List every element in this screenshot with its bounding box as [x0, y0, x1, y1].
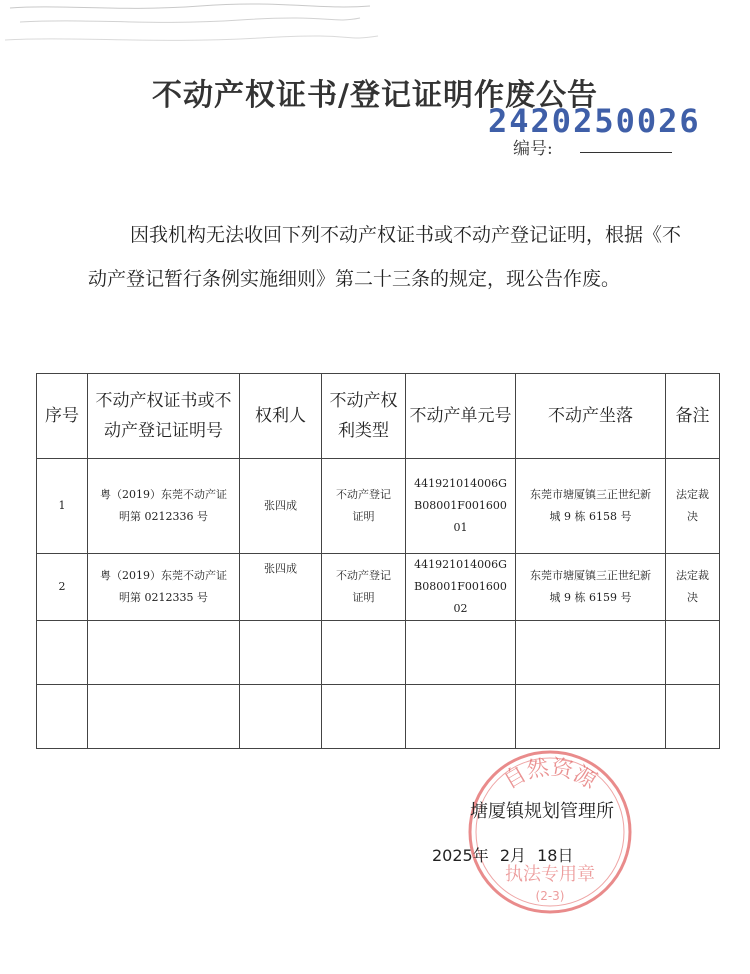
header-holder: 权利人	[240, 374, 322, 459]
scan-artifact	[0, 0, 380, 60]
cell-empty	[240, 685, 322, 749]
cell-cert-no: 粤（2019）东莞不动产证明第 0212335 号	[88, 554, 240, 621]
header-location: 不动产坐落	[516, 374, 666, 459]
cell-empty	[88, 685, 240, 749]
header-right-type: 不动产权利类型	[322, 374, 406, 459]
cell-empty	[37, 685, 88, 749]
cell-empty	[37, 621, 88, 685]
page-title: 不动产权证书/登记证明作废公告	[152, 78, 598, 113]
issue-date	[432, 843, 579, 866]
header-remark: 备注	[666, 374, 720, 459]
cell-empty	[666, 685, 720, 749]
cell-seq: 1	[37, 459, 88, 554]
cell-right-type: 不动产登记证明	[322, 459, 406, 554]
cell-location: 东莞市塘厦镇三正世纪新城 9 栋 6158 号	[516, 459, 666, 554]
void-notice-table	[36, 373, 720, 749]
cell-empty	[516, 621, 666, 685]
table-row	[37, 621, 720, 685]
table-row	[37, 685, 720, 749]
issuing-organization: 塘厦镇规划管理所	[470, 801, 614, 822]
notice-text: 因我机构无法收回下列不动产权证书或不动产登记证明，根据《不动产登记暂行条例实施细则》第二十三条的规定，现公告作废。	[88, 224, 682, 290]
cell-empty	[516, 685, 666, 749]
cell-remark: 法定裁决	[666, 459, 720, 554]
header-cert-no: 不动产权证书或不动产登记证明号	[88, 374, 240, 459]
date-year: 2025年	[432, 846, 489, 865]
cell-empty	[322, 685, 406, 749]
cell-empty	[322, 621, 406, 685]
cell-cert-no: 粤（2019）东莞不动产证明第 0212336 号	[88, 459, 240, 554]
seal-bottom-text: 执法专用章	[505, 864, 595, 885]
cell-unit-no: 441921014006GB08001F00160002	[406, 554, 516, 621]
cell-seq: 2	[37, 554, 88, 621]
cell-holder: 张四成	[240, 554, 322, 621]
table-row	[37, 554, 720, 621]
cell-empty	[88, 621, 240, 685]
header-unit-no: 不动产单元号	[406, 374, 516, 459]
date-month: 2月	[499, 846, 527, 865]
number-underline	[580, 152, 672, 153]
cell-remark: 法定裁决	[666, 554, 720, 621]
table-header-row	[37, 374, 720, 459]
cell-unit-no: 441921014006GB08001F00160001	[406, 459, 516, 554]
table-row	[37, 459, 720, 554]
notice-paragraph	[88, 213, 688, 301]
seal-top-text: 自然资源	[499, 755, 601, 795]
cell-location: 东莞市塘厦镇三正世纪新城 9 栋 6159 号	[516, 554, 666, 621]
cell-empty	[406, 621, 516, 685]
cell-empty	[666, 621, 720, 685]
header-seq: 序号	[37, 374, 88, 459]
date-day: 18日	[537, 846, 574, 865]
cell-empty	[240, 621, 322, 685]
cell-right-type: 不动产登记证明	[322, 554, 406, 621]
number-label: 编号:	[513, 139, 553, 159]
cell-empty	[406, 685, 516, 749]
seal-code-text: (2-3)	[535, 889, 565, 903]
cell-holder: 张四成	[240, 459, 322, 554]
serial-number: 2420250026	[488, 102, 701, 140]
official-seal-icon	[460, 742, 640, 922]
